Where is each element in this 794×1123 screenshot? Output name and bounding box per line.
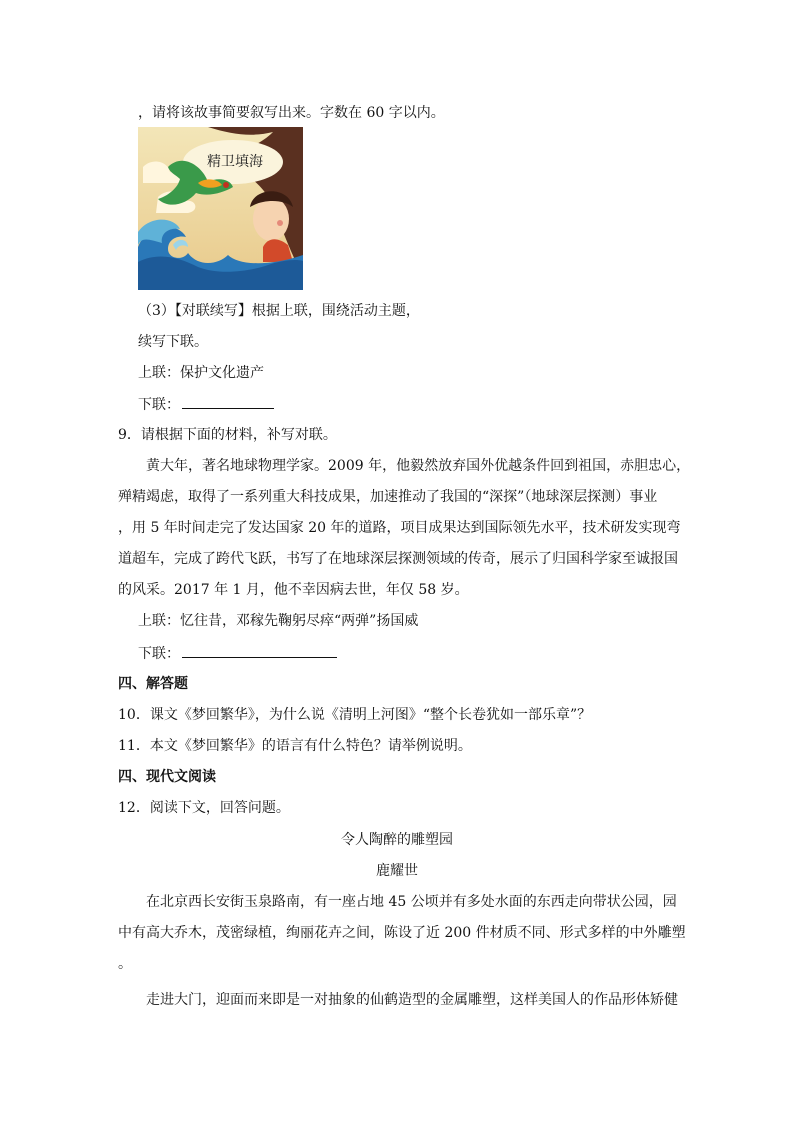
question-8-instruction: ，请将该故事简要叙写出来。字数在 60 字以内。	[138, 105, 445, 121]
q9-couplet-lower-line	[138, 643, 337, 664]
question-9-prompt: 9．请根据下面的材料，补写对联。	[118, 427, 337, 443]
couplet-lower-label: 下联：	[138, 397, 180, 413]
section-heading-modern-reading: 四、现代文阅读	[118, 769, 216, 785]
article-para1-line3: 。	[118, 956, 132, 972]
couplet-task-intro: （3）【对联续写】根据上联，围绕活动主题，	[138, 303, 420, 319]
section-heading-answer-questions: 四、解答题	[118, 676, 188, 692]
question-10: 10．课文《梦回繁华》，为什么说《清明上河图》“整个长卷犹如一部乐章”？	[118, 707, 592, 723]
material-line-3: ，用 5 年时间走完了发达国家 20 年的道路，项目成果达到国际领先水平，技术研发实现弯	[118, 520, 681, 536]
article-title: 令人陶醉的雕塑园	[341, 832, 453, 848]
article-author: 鹿耀世	[376, 863, 418, 879]
q9-couplet-lower-label: 下联：	[138, 646, 180, 662]
couplet-lower-line	[138, 394, 274, 415]
material-line-5: 的风采。2017 年 1 月，他不幸因病去世，年仅 58 岁。	[118, 582, 469, 598]
material-line-4: 道超车，完成了跨代飞跃，书写了在地球深层探测领域的传奇，展示了归国科学家至诚报国	[118, 551, 678, 567]
question-12: 12．阅读下文，回答问题。	[118, 800, 290, 816]
material-line-2: 殚精竭虑，取得了一系列重大科技成果，加速推动了我国的“深探”（地球深层探测）事业	[118, 489, 658, 505]
couplet-lower-answer-blank[interactable]	[182, 394, 274, 409]
q9-couplet-upper-line: 上联：忆往昔，邓稼先鞠躬尽瘁“两弹”扬国威	[138, 613, 419, 629]
q9-couplet-lower-answer-blank[interactable]	[182, 643, 337, 658]
couplet-upper-line: 上联：保护文化遗产	[138, 365, 264, 381]
question-11: 11．本文《梦回繁华》的语言有什么特色？请举例说明。	[118, 738, 472, 754]
illustration-caption: 精卫填海	[207, 154, 263, 170]
material-line-1: 黄大年，著名地球物理学家。2009 年，他毅然放弃国外优越条件回到祖国，赤胆忠心，	[146, 458, 691, 474]
article-para1-line1: 在北京西长安街玉泉路南，有一座占地 45 公顷并有多处水面的东西走向带状公园，园	[146, 894, 677, 910]
article-para2-line1: 走进大门，迎面而来即是一对抽象的仙鹤造型的金属雕塑，这样美国人的作品形体矫健	[146, 992, 678, 1008]
article-para1-line2: 中有高大乔木，茂密绿植，绚丽花卉之间，陈设了近 200 件材质不同、形式多样的中外雕塑	[118, 925, 686, 941]
couplet-task-continued: 续写下联。	[138, 334, 208, 350]
